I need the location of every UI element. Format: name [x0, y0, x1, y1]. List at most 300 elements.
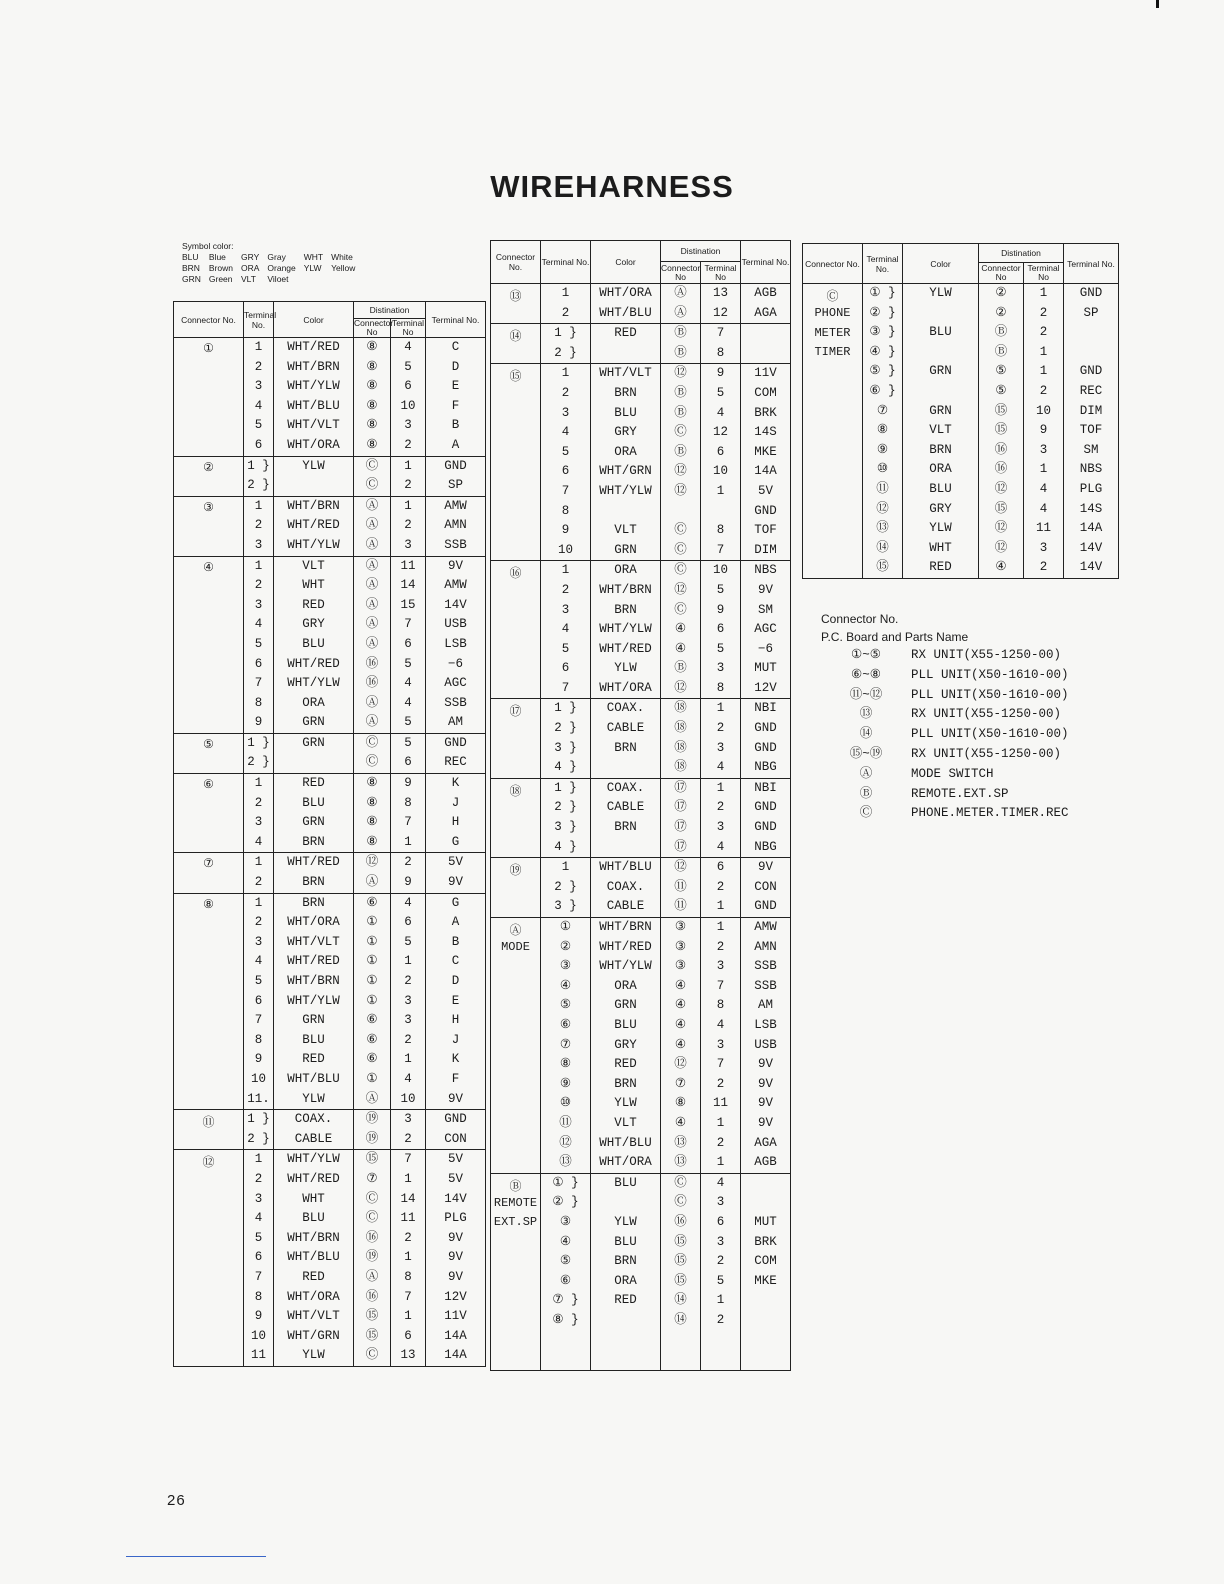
terminal-number: 7: [254, 1013, 263, 1028]
wire-color: WHT/GRN: [599, 464, 652, 479]
destination-connector: ⑧: [366, 815, 378, 830]
terminal-name: K: [451, 1052, 460, 1067]
connector-group: [174, 338, 486, 457]
symbol-legend-cell: Gray: [267, 252, 286, 262]
terminal-number-cell: [244, 893, 274, 1110]
destination-connector: ④: [995, 560, 1007, 575]
wire-color: BRN: [614, 820, 637, 835]
wire-color: [591, 838, 660, 858]
terminal-number: 2: [561, 582, 570, 597]
wire-color: WHT: [302, 578, 325, 593]
terminal-name: 9V: [447, 1250, 463, 1265]
destination-terminal: 2: [716, 1135, 725, 1150]
wire-color: WHT/YLW: [287, 993, 340, 1008]
terminal-number: 7: [254, 676, 263, 691]
terminal-name: 14V: [1079, 560, 1103, 575]
destination-connector-cell: [354, 733, 391, 773]
parts-legend-row: [821, 725, 1069, 745]
parts-legend-connector: ⑪~⑫: [849, 687, 883, 702]
terminal-name: MUT: [754, 661, 777, 676]
parts-legend-row: [821, 686, 1069, 706]
connector-group: [491, 858, 791, 918]
wire-color-cell: [591, 858, 661, 918]
header-color: Color: [591, 241, 661, 284]
destination-terminal: 2: [404, 1230, 412, 1245]
wire-color: BRN: [614, 602, 637, 617]
wire-color: BLU: [614, 405, 637, 420]
destination-terminal: 5: [404, 934, 412, 949]
wire-color: [903, 382, 978, 402]
wire-color: GRY: [302, 617, 325, 632]
terminal-number: 4: [254, 617, 263, 632]
wire-color: RED: [614, 1293, 637, 1308]
terminal-number: 2 }: [247, 478, 270, 493]
parts-legend-name: PLL UNIT(X50-1610-00): [911, 667, 1069, 682]
connector-cell: [174, 853, 244, 893]
destination-connector: ⑥: [366, 895, 378, 910]
destination-connector: ⑥: [366, 1052, 378, 1067]
wire-color-cell: [591, 778, 661, 857]
wire-color: WHT/YLW: [287, 537, 340, 552]
wire-color: RED: [302, 1052, 325, 1067]
terminal-number: ⑥: [559, 1017, 572, 1032]
wire-color: YLW: [929, 286, 952, 300]
destination-terminal: 1: [716, 1155, 725, 1170]
destination-connector: ⑧: [674, 1096, 687, 1111]
parts-legend-name: MODE SWITCH: [911, 766, 994, 781]
destination-connector: Ⓐ: [365, 636, 379, 651]
terminal-number: 5: [561, 641, 570, 656]
terminal-name: TOF: [1079, 423, 1103, 438]
terminal-name: 5V: [447, 855, 463, 870]
terminal-name-cell: [426, 1110, 486, 1150]
terminal-name: SSB: [754, 978, 777, 993]
terminal-name: AMN: [444, 518, 467, 533]
destination-connector: ⑮: [674, 1273, 687, 1288]
terminal-number: ⑥ }: [869, 383, 896, 398]
bottom-rule: [126, 1556, 266, 1557]
terminal-name: 9V: [447, 1269, 463, 1284]
terminal-number-cell: [541, 1173, 591, 1370]
destination-terminal: [701, 1330, 740, 1350]
page-edge-mark: [1156, 0, 1159, 8]
parts-legend-row: [821, 745, 1069, 765]
terminal-number: 1: [561, 860, 570, 875]
destination-terminal: 2: [1039, 325, 1048, 340]
header-dest-terminal: Terminal No: [391, 318, 425, 337]
page-number: 26: [167, 1492, 186, 1509]
parts-legend-subtitle: P.C. Board and Parts Name: [821, 630, 969, 644]
destination-connector: Ⓐ: [674, 286, 687, 300]
connector-number: ②: [203, 460, 214, 475]
header-connector: Connector No.: [803, 244, 863, 284]
wire-color-cell: [591, 364, 661, 561]
destination-connector: ⑥: [366, 1013, 378, 1028]
terminal-name-cell: [426, 893, 486, 1110]
destination-connector: ⑯: [365, 1230, 379, 1245]
destination-terminal: 7: [404, 815, 412, 830]
terminal-name: AGB: [754, 286, 777, 300]
destination-connector: ④: [674, 1037, 687, 1052]
destination-terminal: 1: [716, 899, 725, 914]
terminal-number-cell: [541, 561, 591, 699]
terminal-number: ⑩: [876, 462, 889, 477]
terminal-number: ⑤: [559, 1254, 572, 1269]
connector-cell: [803, 284, 863, 579]
header-color: Color: [903, 244, 979, 284]
connector-number: ⑬: [509, 290, 522, 304]
connector-cell: [174, 556, 244, 733]
terminal-name: F: [451, 1071, 460, 1086]
header-destination: Distination: [979, 244, 1064, 263]
destination-connector: ⑫: [365, 855, 379, 870]
terminal-number: 8: [254, 1289, 263, 1304]
terminal-number-cell: [244, 853, 274, 893]
destination-connector: ⑱: [674, 760, 687, 775]
destination-connector: Ⓑ: [674, 661, 687, 676]
terminal-number: 2: [254, 518, 263, 533]
destination-connector: ①: [366, 1071, 378, 1086]
connector-number: ⑤: [203, 737, 214, 752]
terminal-number: ⑦: [876, 403, 889, 418]
wire-color: [591, 1193, 660, 1213]
connector-group: [491, 284, 791, 324]
destination-connector: ⑯: [674, 1214, 687, 1229]
wire-color: WHT/BRN: [599, 920, 652, 934]
terminal-name: G: [451, 895, 460, 910]
connector-number: ③: [203, 500, 214, 515]
wire-color: YLW: [302, 1348, 325, 1363]
terminal-number: 1: [254, 498, 263, 513]
destination-connector: Ⓒ: [674, 1195, 687, 1210]
symbol-legend-cell: BLU: [182, 252, 199, 262]
destination-connector-cell: [354, 338, 391, 457]
wire-color: [274, 753, 353, 773]
destination-connector: ⑭: [674, 1293, 687, 1308]
wire-color: BRN: [302, 895, 325, 910]
connector-group: [174, 1150, 486, 1367]
connector-cell: [491, 561, 541, 699]
destination-connector: ④: [674, 622, 687, 637]
terminal-number: 9: [561, 523, 570, 538]
destination-connector: ⑧: [366, 834, 378, 849]
destination-connector: ⑯: [994, 442, 1008, 457]
connector-group: [174, 853, 486, 893]
destination-connector: Ⓒ: [365, 1348, 379, 1363]
destination-terminal: 3: [716, 820, 725, 835]
terminal-number: ④: [559, 978, 572, 993]
terminal-name: SP: [447, 478, 463, 493]
wire-color: GRY: [614, 425, 637, 440]
parts-legend-name: RX UNIT(X55-1250-00): [911, 746, 1062, 761]
terminal-number: 1 }: [554, 701, 577, 716]
destination-terminal-cell: [701, 778, 741, 857]
wire-color: WHT/RED: [287, 656, 340, 671]
wire-color-cell: [274, 556, 354, 733]
header-terminal: Terminal No.: [541, 241, 591, 284]
wire-color: BLU: [614, 1175, 637, 1190]
terminal-name-cell: [741, 324, 791, 364]
parts-legend-rows: [821, 646, 1069, 824]
destination-terminal: 3: [716, 1234, 725, 1249]
destination-connector: Ⓒ: [674, 542, 687, 557]
destination-connector: Ⓑ: [674, 326, 687, 341]
destination-connector: Ⓐ: [365, 1269, 379, 1284]
connector-group: [174, 556, 486, 733]
wire-color: [591, 1350, 660, 1370]
terminal-number: 9: [254, 1052, 263, 1067]
terminal-number: ② }: [552, 1195, 579, 1210]
connector-cell: [491, 364, 541, 561]
terminal-number: 7: [561, 680, 570, 695]
terminal-number: 2: [254, 875, 263, 890]
destination-terminal-cell: [701, 284, 741, 324]
destination-terminal: 1: [404, 1309, 412, 1324]
destination-terminal: 1: [404, 1171, 412, 1186]
destination-terminal: 1: [404, 498, 412, 513]
wire-color-cell: [591, 284, 661, 324]
terminal-number: ⑪: [876, 481, 889, 496]
wire-color: GRN: [302, 735, 325, 750]
wire-color: BRN: [929, 442, 952, 457]
terminal-name: NBS: [1079, 462, 1103, 477]
terminal-number: 2 }: [554, 345, 577, 360]
connector-cell: [491, 1173, 541, 1370]
terminal-number: 1: [254, 895, 263, 910]
terminal-name: AM: [757, 998, 773, 1013]
terminal-name: REC: [1079, 383, 1103, 398]
terminal-name: AGA: [754, 1135, 777, 1150]
destination-terminal: 14: [400, 578, 416, 593]
terminal-number-cell: [541, 699, 591, 778]
terminal-number: 9: [254, 715, 263, 730]
destination-connector: ⑯: [994, 462, 1008, 477]
terminal-name: CON: [444, 1131, 467, 1146]
symbol-legend-row: [182, 263, 363, 274]
terminal-number: 7: [561, 483, 570, 498]
destination-connector: Ⓑ: [674, 385, 687, 400]
destination-connector: ③: [674, 939, 687, 954]
destination-terminal: 1: [1039, 286, 1048, 300]
terminal-number: ⑧: [876, 423, 889, 438]
destination-terminal: 5: [716, 385, 725, 400]
destination-terminal-cell: [391, 338, 426, 457]
destination-connector: Ⓒ: [365, 1191, 379, 1206]
destination-connector: Ⓐ: [365, 558, 379, 573]
destination-terminal: 1: [716, 483, 725, 498]
destination-terminal: 7: [716, 542, 725, 557]
header-terminal: Terminal No.: [863, 244, 903, 284]
header-dest-terminal: Terminal No: [701, 262, 741, 284]
destination-terminal: 1: [404, 1250, 412, 1265]
wire-color: WHT/ORA: [287, 1289, 340, 1304]
destination-connector: Ⓒ: [674, 602, 687, 617]
connector-number: ⑭: [509, 330, 522, 345]
destination-connector: ⑫: [674, 366, 687, 381]
wire-color-cell: [591, 1173, 661, 1370]
terminal-name: GND: [754, 721, 777, 736]
connector-label: PHONE METER TIMER: [814, 306, 851, 360]
symbol-legend-cell: Viloet: [267, 274, 289, 284]
terminal-name: 5V: [447, 1171, 463, 1186]
header-terminal-name: Terminal No.: [426, 302, 486, 338]
destination-connector-cell: [661, 778, 701, 857]
destination-terminal: 1: [716, 1293, 725, 1308]
terminal-number: 1: [561, 366, 570, 381]
destination-connector-cell: [661, 918, 701, 1174]
wire-color: YLW: [302, 1091, 325, 1106]
header-destination: Distination: [354, 302, 426, 319]
destination-connector: ⑱: [674, 721, 687, 736]
terminal-name: MUT: [754, 1214, 777, 1229]
destination-terminal-cell: [391, 774, 426, 853]
destination-terminal: 12: [712, 425, 728, 440]
terminal-number: ⑤ }: [869, 364, 896, 379]
terminal-number: [541, 1330, 590, 1350]
terminal-name: A: [451, 437, 460, 452]
destination-connector: ⑧: [366, 776, 378, 791]
destination-terminal: 4: [716, 1017, 725, 1032]
terminal-name: AM: [447, 715, 463, 730]
wire-color: WHT/RED: [599, 641, 652, 656]
destination-terminal: 6: [716, 444, 725, 459]
destination-connector-cell: [354, 893, 391, 1110]
terminal-name: BRK: [754, 1234, 777, 1249]
destination-terminal: 7: [716, 326, 725, 341]
symbol-legend-cell: GRY: [240, 252, 260, 262]
destination-connector: Ⓐ: [365, 875, 379, 890]
destination-connector: ⑫: [674, 483, 687, 498]
destination-terminal-cell: [391, 893, 426, 1110]
terminal-number: 1: [254, 1152, 263, 1167]
terminal-name: AGB: [754, 1155, 777, 1170]
symbol-legend-cell: WHT: [303, 252, 324, 262]
connector-group: [491, 364, 791, 561]
destination-connector: ⑤: [995, 383, 1007, 398]
terminal-name: SSB: [754, 959, 777, 974]
terminal-name: GND: [754, 800, 777, 815]
destination-connector: ②: [995, 286, 1007, 300]
wire-color: CABLE: [606, 721, 645, 736]
wire-color: BLU: [929, 481, 952, 496]
wire-color: BRN: [614, 740, 637, 755]
wire-color: WHT/ORA: [599, 680, 652, 695]
destination-connector-cell: [354, 556, 391, 733]
terminal-number: 3: [561, 405, 570, 420]
destination-connector: ⑮: [994, 501, 1008, 516]
destination-connector: Ⓒ: [365, 755, 379, 770]
destination-terminal: 1: [1039, 344, 1048, 359]
wire-color: WHT/RED: [287, 954, 340, 969]
wire-color: COAX.: [606, 701, 645, 716]
terminal-number: ① }: [552, 1175, 579, 1190]
terminal-number: 6: [254, 1250, 263, 1265]
terminal-name: D: [451, 359, 460, 374]
terminal-number: 5: [254, 636, 263, 651]
destination-connector: ⑮: [674, 1254, 687, 1269]
wire-color: BRN: [302, 875, 325, 890]
destination-terminal: 6: [716, 1214, 725, 1229]
terminal-number-cell: [541, 324, 591, 364]
destination-connector: Ⓐ: [365, 695, 379, 710]
wire-color: GRN: [929, 403, 952, 418]
symbol-legend-cell: White: [331, 252, 353, 262]
destination-connector: Ⓐ: [674, 305, 687, 320]
terminal-name-cell: [426, 853, 486, 893]
header-color: Color: [274, 302, 354, 338]
terminal-name-cell: [741, 858, 791, 918]
destination-terminal: 5: [404, 735, 412, 750]
destination-terminal: 2: [404, 478, 412, 493]
destination-terminal: 9: [404, 875, 412, 890]
terminal-number: ⑬: [559, 1155, 572, 1170]
connector-cell: [491, 778, 541, 857]
connector-group: [491, 561, 791, 699]
wire-color: GRN: [614, 998, 637, 1013]
terminal-name: 9V: [757, 1096, 773, 1111]
symbol-color-legend: [182, 241, 363, 285]
destination-connector: ⑦: [366, 1171, 378, 1186]
destination-connector: ⑧: [366, 340, 378, 354]
destination-connector: ②: [995, 305, 1007, 320]
wire-color: WHT/ORA: [287, 437, 340, 452]
terminal-number: 2 }: [554, 800, 577, 815]
terminal-number: 1: [561, 286, 570, 300]
wire-color: RED: [614, 1057, 637, 1072]
wire-color-cell: [274, 1150, 354, 1367]
terminal-name: GND: [754, 820, 777, 835]
wire-color: COAX.: [606, 879, 645, 894]
terminal-number: 4: [561, 425, 570, 440]
connector-group: [174, 733, 486, 773]
terminal-name: J: [451, 1032, 460, 1047]
destination-terminal: 1: [716, 780, 725, 795]
terminal-name: 9V: [447, 875, 463, 890]
destination-connector-cell: [354, 1110, 391, 1150]
terminal-name: [741, 1193, 790, 1213]
terminal-number: 10: [250, 1071, 266, 1086]
terminal-name-cell: [426, 496, 486, 556]
wire-color: WHT/YLW: [287, 379, 340, 394]
terminal-number: 1: [561, 563, 570, 578]
terminal-number: 4: [561, 622, 570, 637]
terminal-number: ②: [559, 939, 572, 954]
wire-color: WHT/BRN: [599, 582, 652, 597]
wire-color: WHT/ORA: [599, 1155, 652, 1170]
destination-connector: Ⓒ: [674, 1175, 687, 1190]
connector-group: [491, 918, 791, 1174]
terminal-number: 4: [254, 398, 263, 413]
terminal-name: 9V: [447, 1230, 463, 1245]
wire-color-cell: [274, 853, 354, 893]
terminal-name-cell: [741, 284, 791, 324]
terminal-name-cell: [426, 733, 486, 773]
terminal-name: 11V: [754, 366, 777, 381]
destination-connector-cell: [354, 456, 391, 496]
terminal-name: 9V: [757, 860, 773, 875]
destination-terminal: 2: [404, 1032, 412, 1047]
terminal-name: NBI: [754, 780, 777, 795]
terminal-name: G: [451, 834, 460, 849]
terminal-name: 9V: [757, 1115, 773, 1130]
wire-color-cell: [274, 733, 354, 773]
terminal-name: 9V: [447, 1091, 463, 1106]
terminal-name: 12V: [754, 680, 777, 695]
terminal-number: ④: [559, 1234, 572, 1249]
terminal-name: 14S: [754, 425, 777, 440]
wire-color: WHT/ORA: [599, 286, 652, 300]
terminal-name: [1064, 323, 1118, 343]
